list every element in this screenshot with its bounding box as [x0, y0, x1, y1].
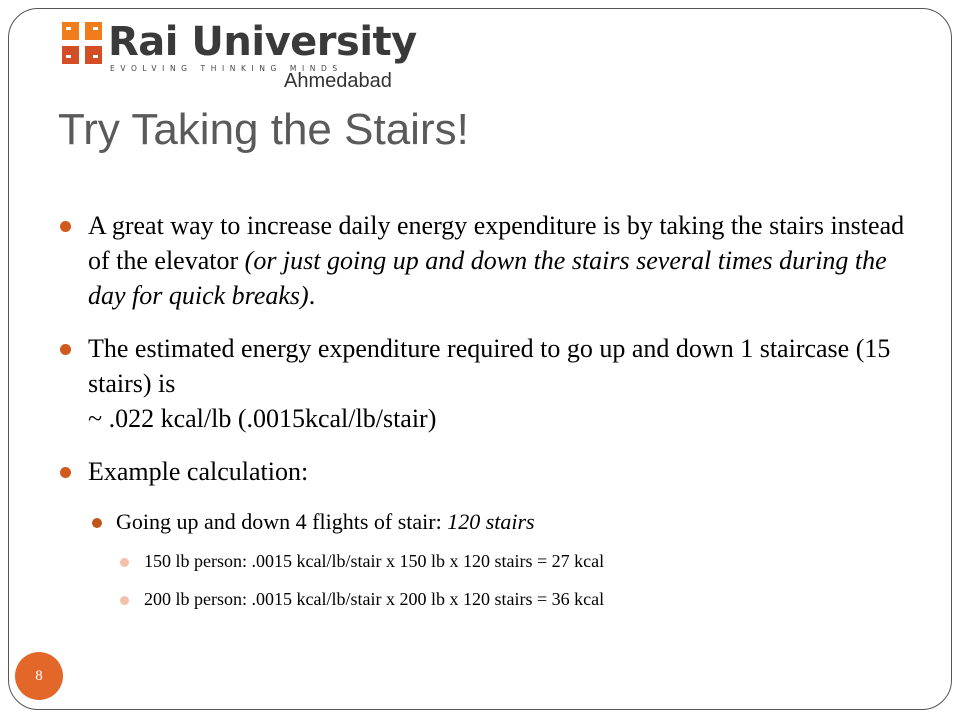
page-number: 8 — [35, 667, 43, 684]
logo-name: Rai University — [108, 19, 417, 65]
bullet-dot-icon — [120, 596, 129, 605]
bullet-end: . — [308, 281, 316, 310]
bullet-text: A great way to increase daily energy expenditure is by taking the stairs instead of the elevator — [88, 211, 905, 275]
calc-item-200lb — [60, 587, 910, 611]
slide-content — [60, 208, 910, 625]
bullet-stairs-tip — [60, 208, 910, 313]
bullet-dot-icon — [120, 558, 129, 567]
bullet-energy-estimate — [60, 331, 910, 436]
sub-bullet-flights — [60, 507, 910, 537]
logo-mark-icon — [62, 22, 102, 64]
bullet-italic-note: (or just going up and down the stairs several times during the day for quick breaks) — [88, 246, 887, 310]
bullet-value: ~ .022 kcal/lb (.0015kcal/lb/stair) — [88, 404, 437, 433]
bullet-example — [60, 454, 910, 489]
slide-title: Try Taking the Stairs! — [58, 105, 469, 154]
calc-text: 150 lb person: .0015 kcal/lb/stair x 150 lb x 120 stairs = 27 kcal — [144, 551, 605, 571]
sub-bullet-text: Going up and down 4 flights of stair: — [116, 509, 448, 534]
bullet-dot-icon — [60, 221, 71, 232]
university-logo — [62, 18, 417, 92]
calc-text: 200 lb person: .0015 kcal/lb/stair x 200 lb x 120 stairs = 36 kcal — [144, 589, 605, 609]
bullet-dot-icon — [60, 344, 71, 355]
bullet-text: Example calculation: — [88, 457, 309, 486]
page-number-badge — [15, 652, 63, 700]
calc-item-150lb — [60, 549, 910, 573]
bullet-dot-icon — [60, 467, 71, 478]
logo-tagline: EVOLVING THINKING MINDS — [110, 64, 343, 73]
sub-bullet-italic: 120 stairs — [447, 509, 535, 534]
bullet-text: The estimated energy expenditure required to go up and down 1 staircase (15 stairs) is — [88, 334, 891, 398]
bullet-dot-icon — [92, 518, 102, 528]
logo-campus: Ahmedabad — [284, 70, 392, 92]
